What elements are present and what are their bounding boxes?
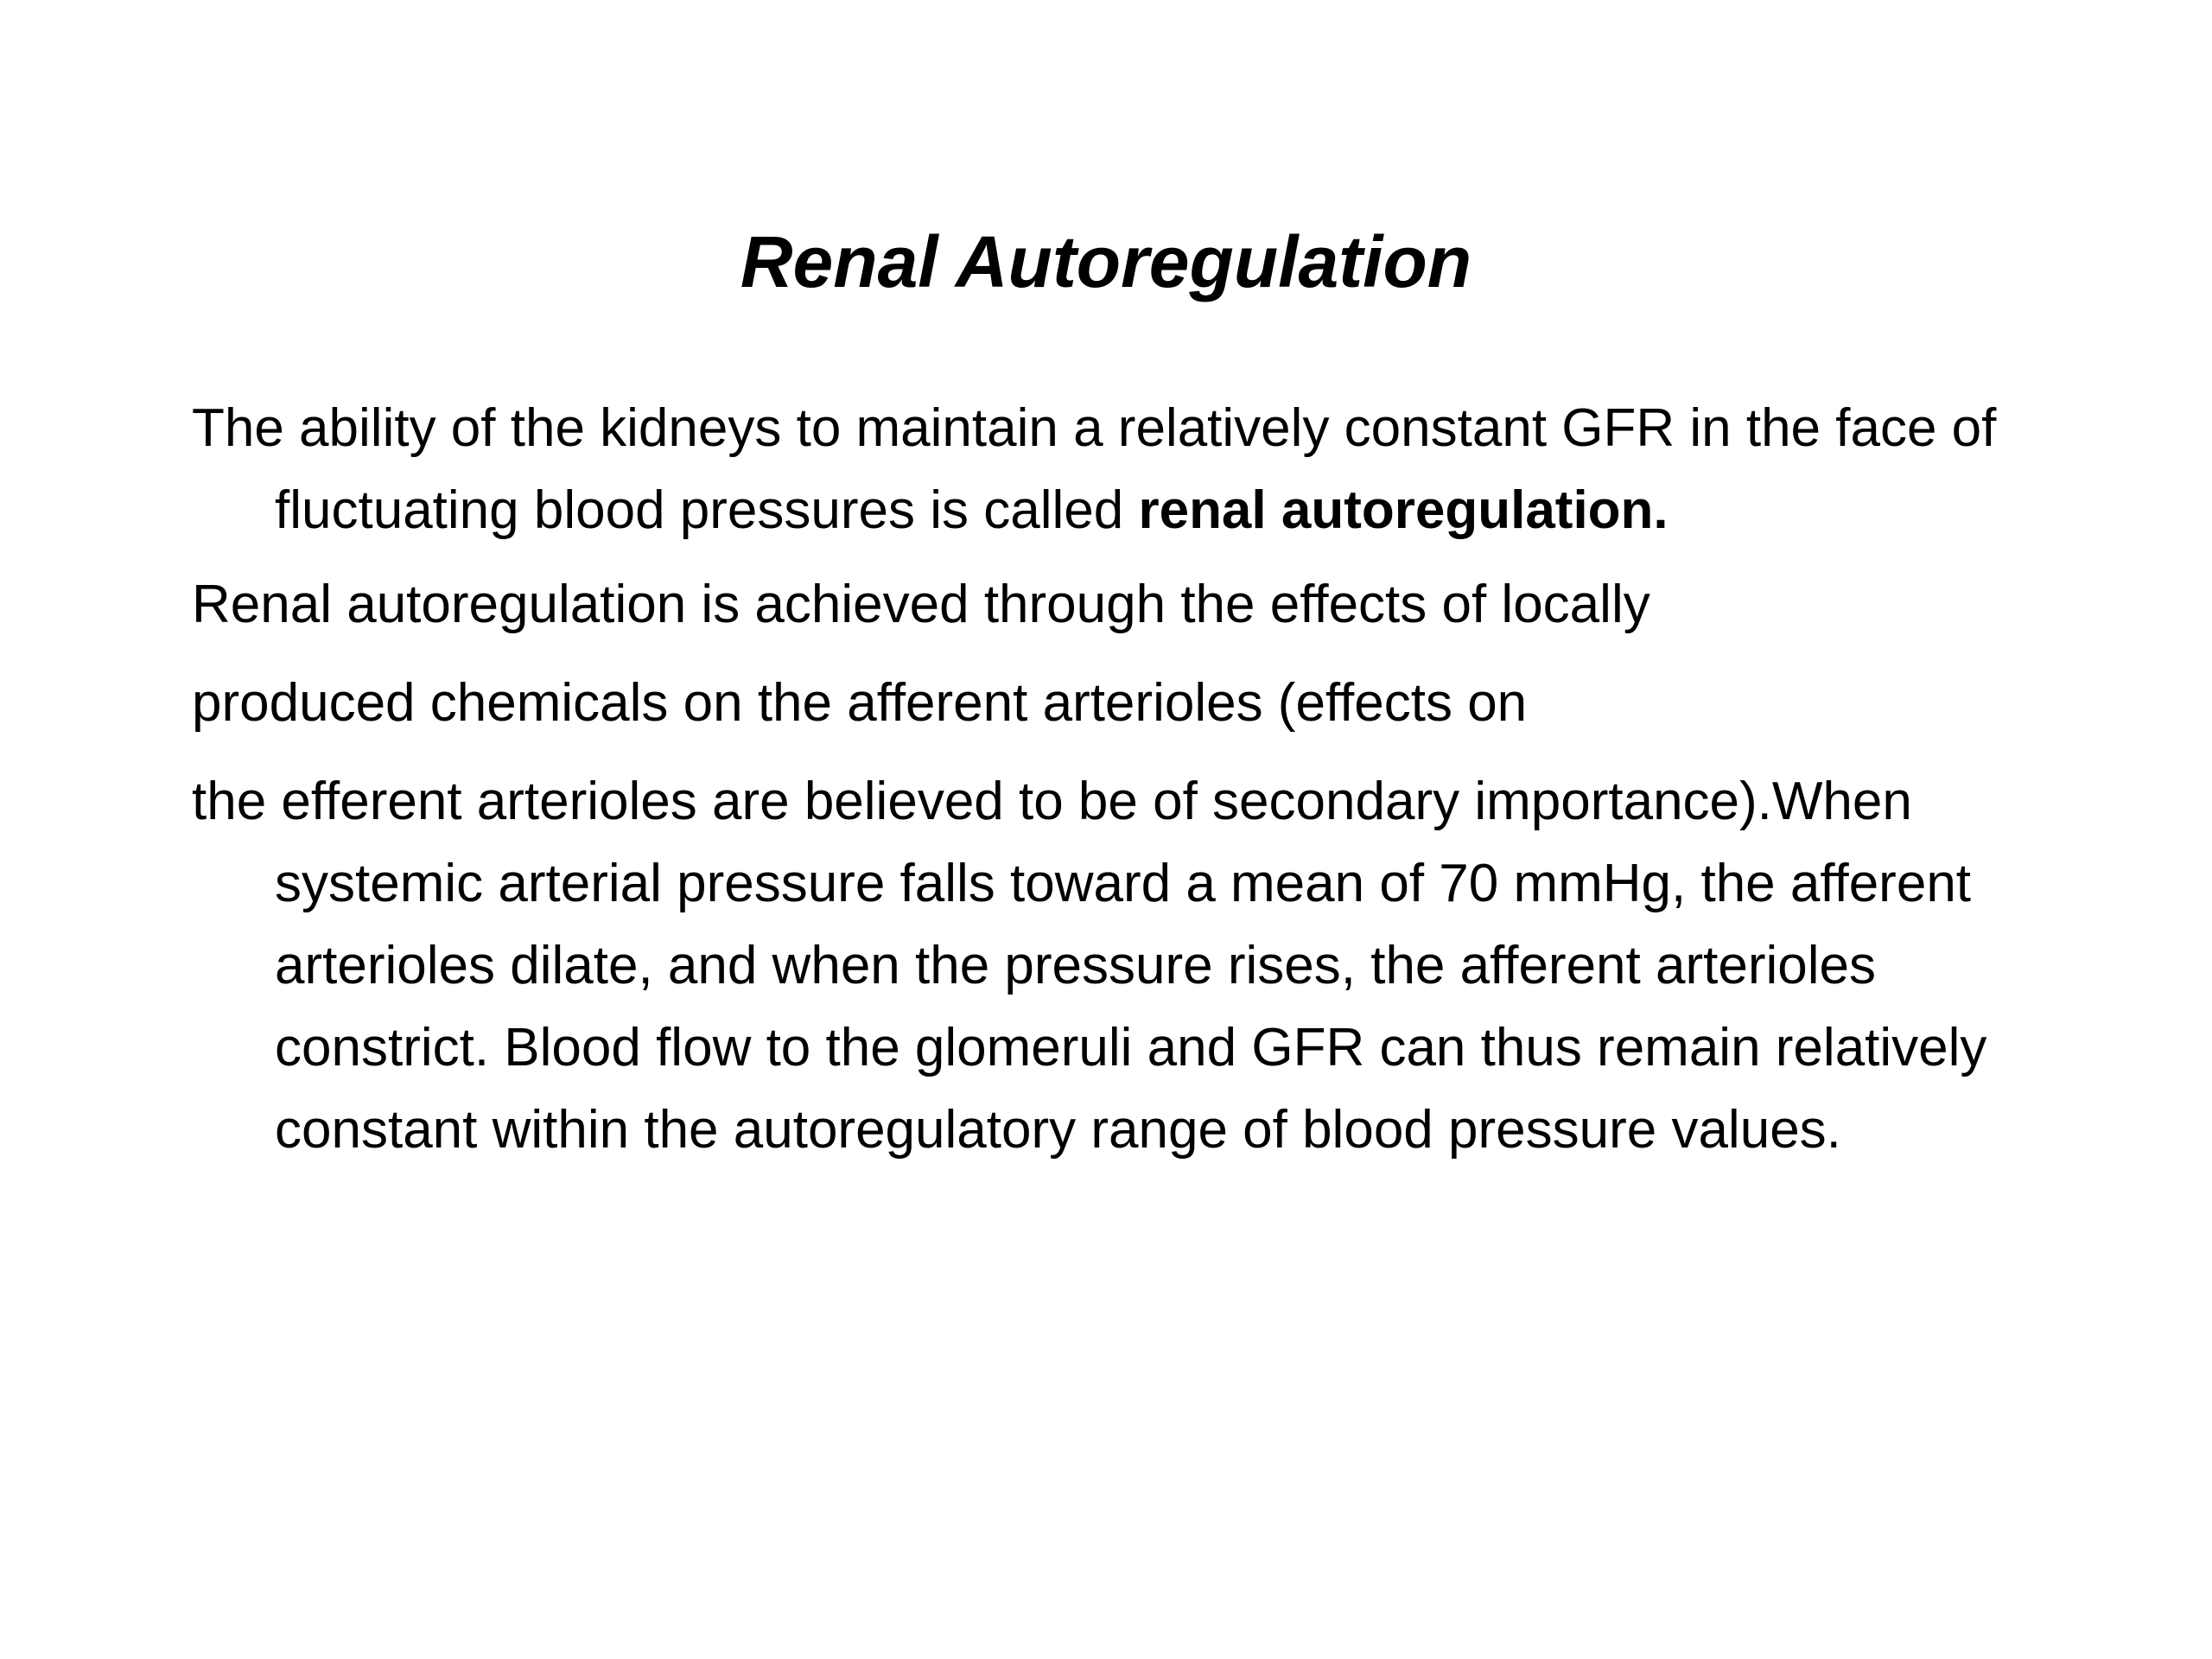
paragraph-definition-text: The ability of the kidneys to maintain a relatively constant GFR in the face of fluctuating blood pressures is called [192, 398, 1997, 540]
paragraph-mechanism-detail: the efferent arterioles are believed to be of secondary importance).When systemic arterial pressure falls toward a mean of 70 mmHg, the afferent arterioles dilate, and when the pressure rises, the afferent arterioles constrict. Blood flow to the glomeruli and GFR can thus remain relatively constant within the autoregulatory range of blood pressure values. [192, 772, 1987, 1160]
paragraph-mechanism-line-1: Renal autoregulation is achieved through the effects of locally [192, 575, 1650, 634]
slide-title: Renal Autoregulation [740, 221, 1472, 302]
slide-body [192, 387, 2093, 1187]
paragraph-mechanism-line-2: produced chemicals on the afferent arterioles (effects on [192, 673, 1528, 733]
paragraph-definition [192, 387, 2093, 551]
paragraph-definition-term: renal autoregulation. [1138, 480, 1669, 540]
